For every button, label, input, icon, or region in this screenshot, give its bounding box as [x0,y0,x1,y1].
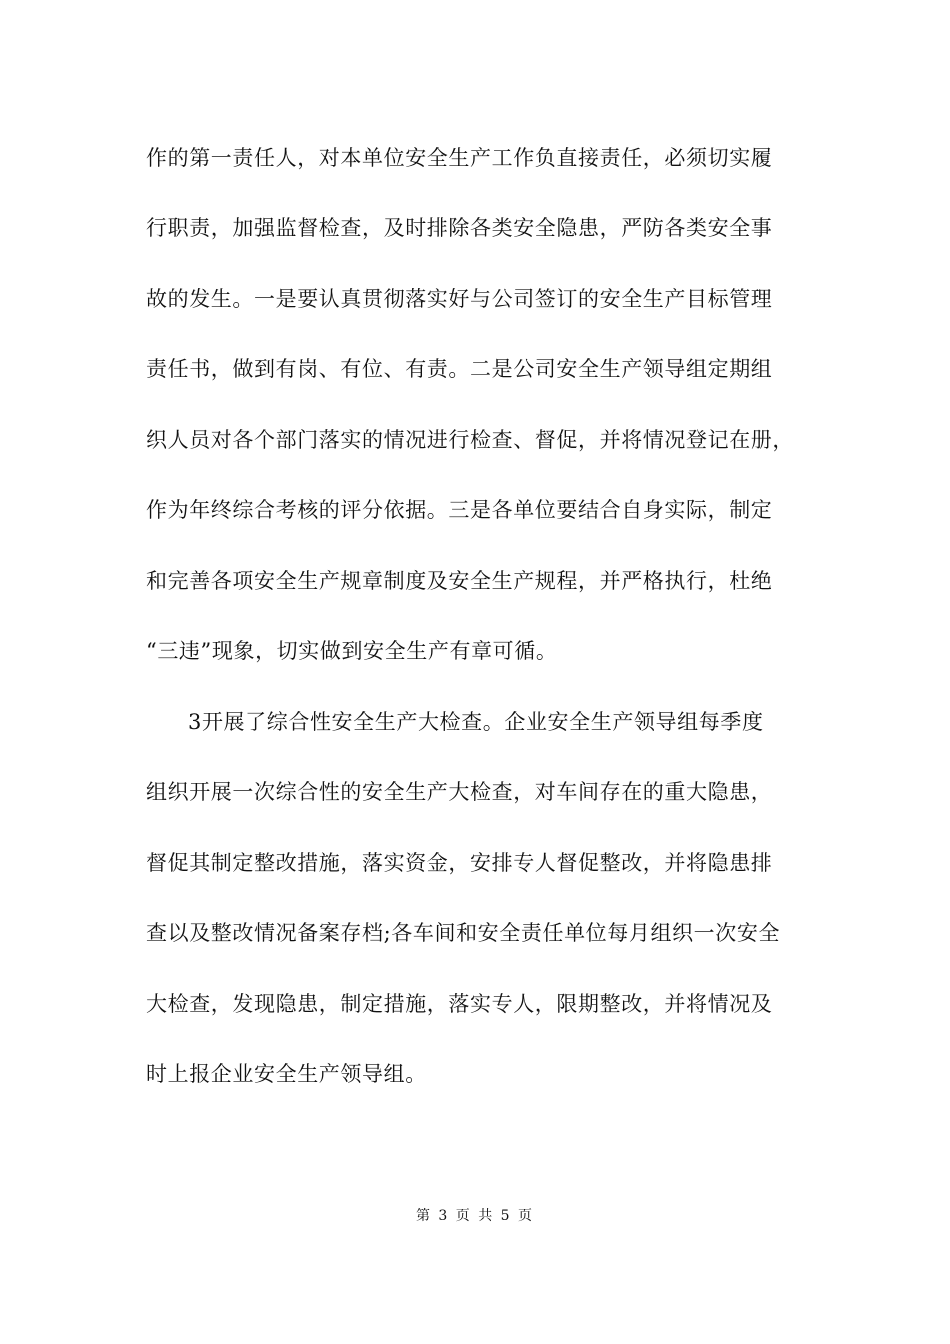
page-number-footer: 第 3 页 共 5 页 [415,1208,535,1224]
text-line-6: 作为年终综合考核的评分依据。三是各单位要结合自身实际，制定 [146,498,773,522]
text-line-1: 作的第一责任人，对本单位安全生产工作负直接责任，必须切实履 [146,146,773,170]
text-line-10: 组织开展一次综合性的安全生产大检查，对车间存在的重大隐患， [146,780,773,804]
text-line-2: 行职责，加强监督检查，及时排除各类安全隐患，严防各类安全事 [146,216,773,240]
text-line-14: 时上报企业安全生产领导组。 [146,1062,427,1086]
text-line-3: 故的发生。一是要认真贯彻落实好与公司签订的安全生产目标管理 [146,287,773,311]
text-line-7: 和完善各项安全生产规章制度及安全生产规程，并严格执行，杜绝 [146,569,773,593]
text-line-12: 查以及整改情况备案存档;各车间和安全责任单位每月组织一次安全 [146,921,781,945]
text-line-5: 织人员对各个部门落实的情况进行检查、督促，并将情况登记在册， [146,428,794,452]
text-line-9: 3开展了综合性安全生产大检查。企业安全生产领导组每季度 [188,710,764,734]
text-line-13: 大检查，发现隐患，制定措施，落实专人，限期整改，并将情况及 [146,992,773,1016]
text-line-4: 责任书，做到有岗、有位、有责。二是公司安全生产领导组定期组 [146,357,773,381]
text-line-11: 督促其制定整改措施，落实资金，安排专人督促整改，并将隐患排 [146,851,773,875]
text-line-8: “三违”现象，切实做到安全生产有章可循。 [146,639,558,663]
